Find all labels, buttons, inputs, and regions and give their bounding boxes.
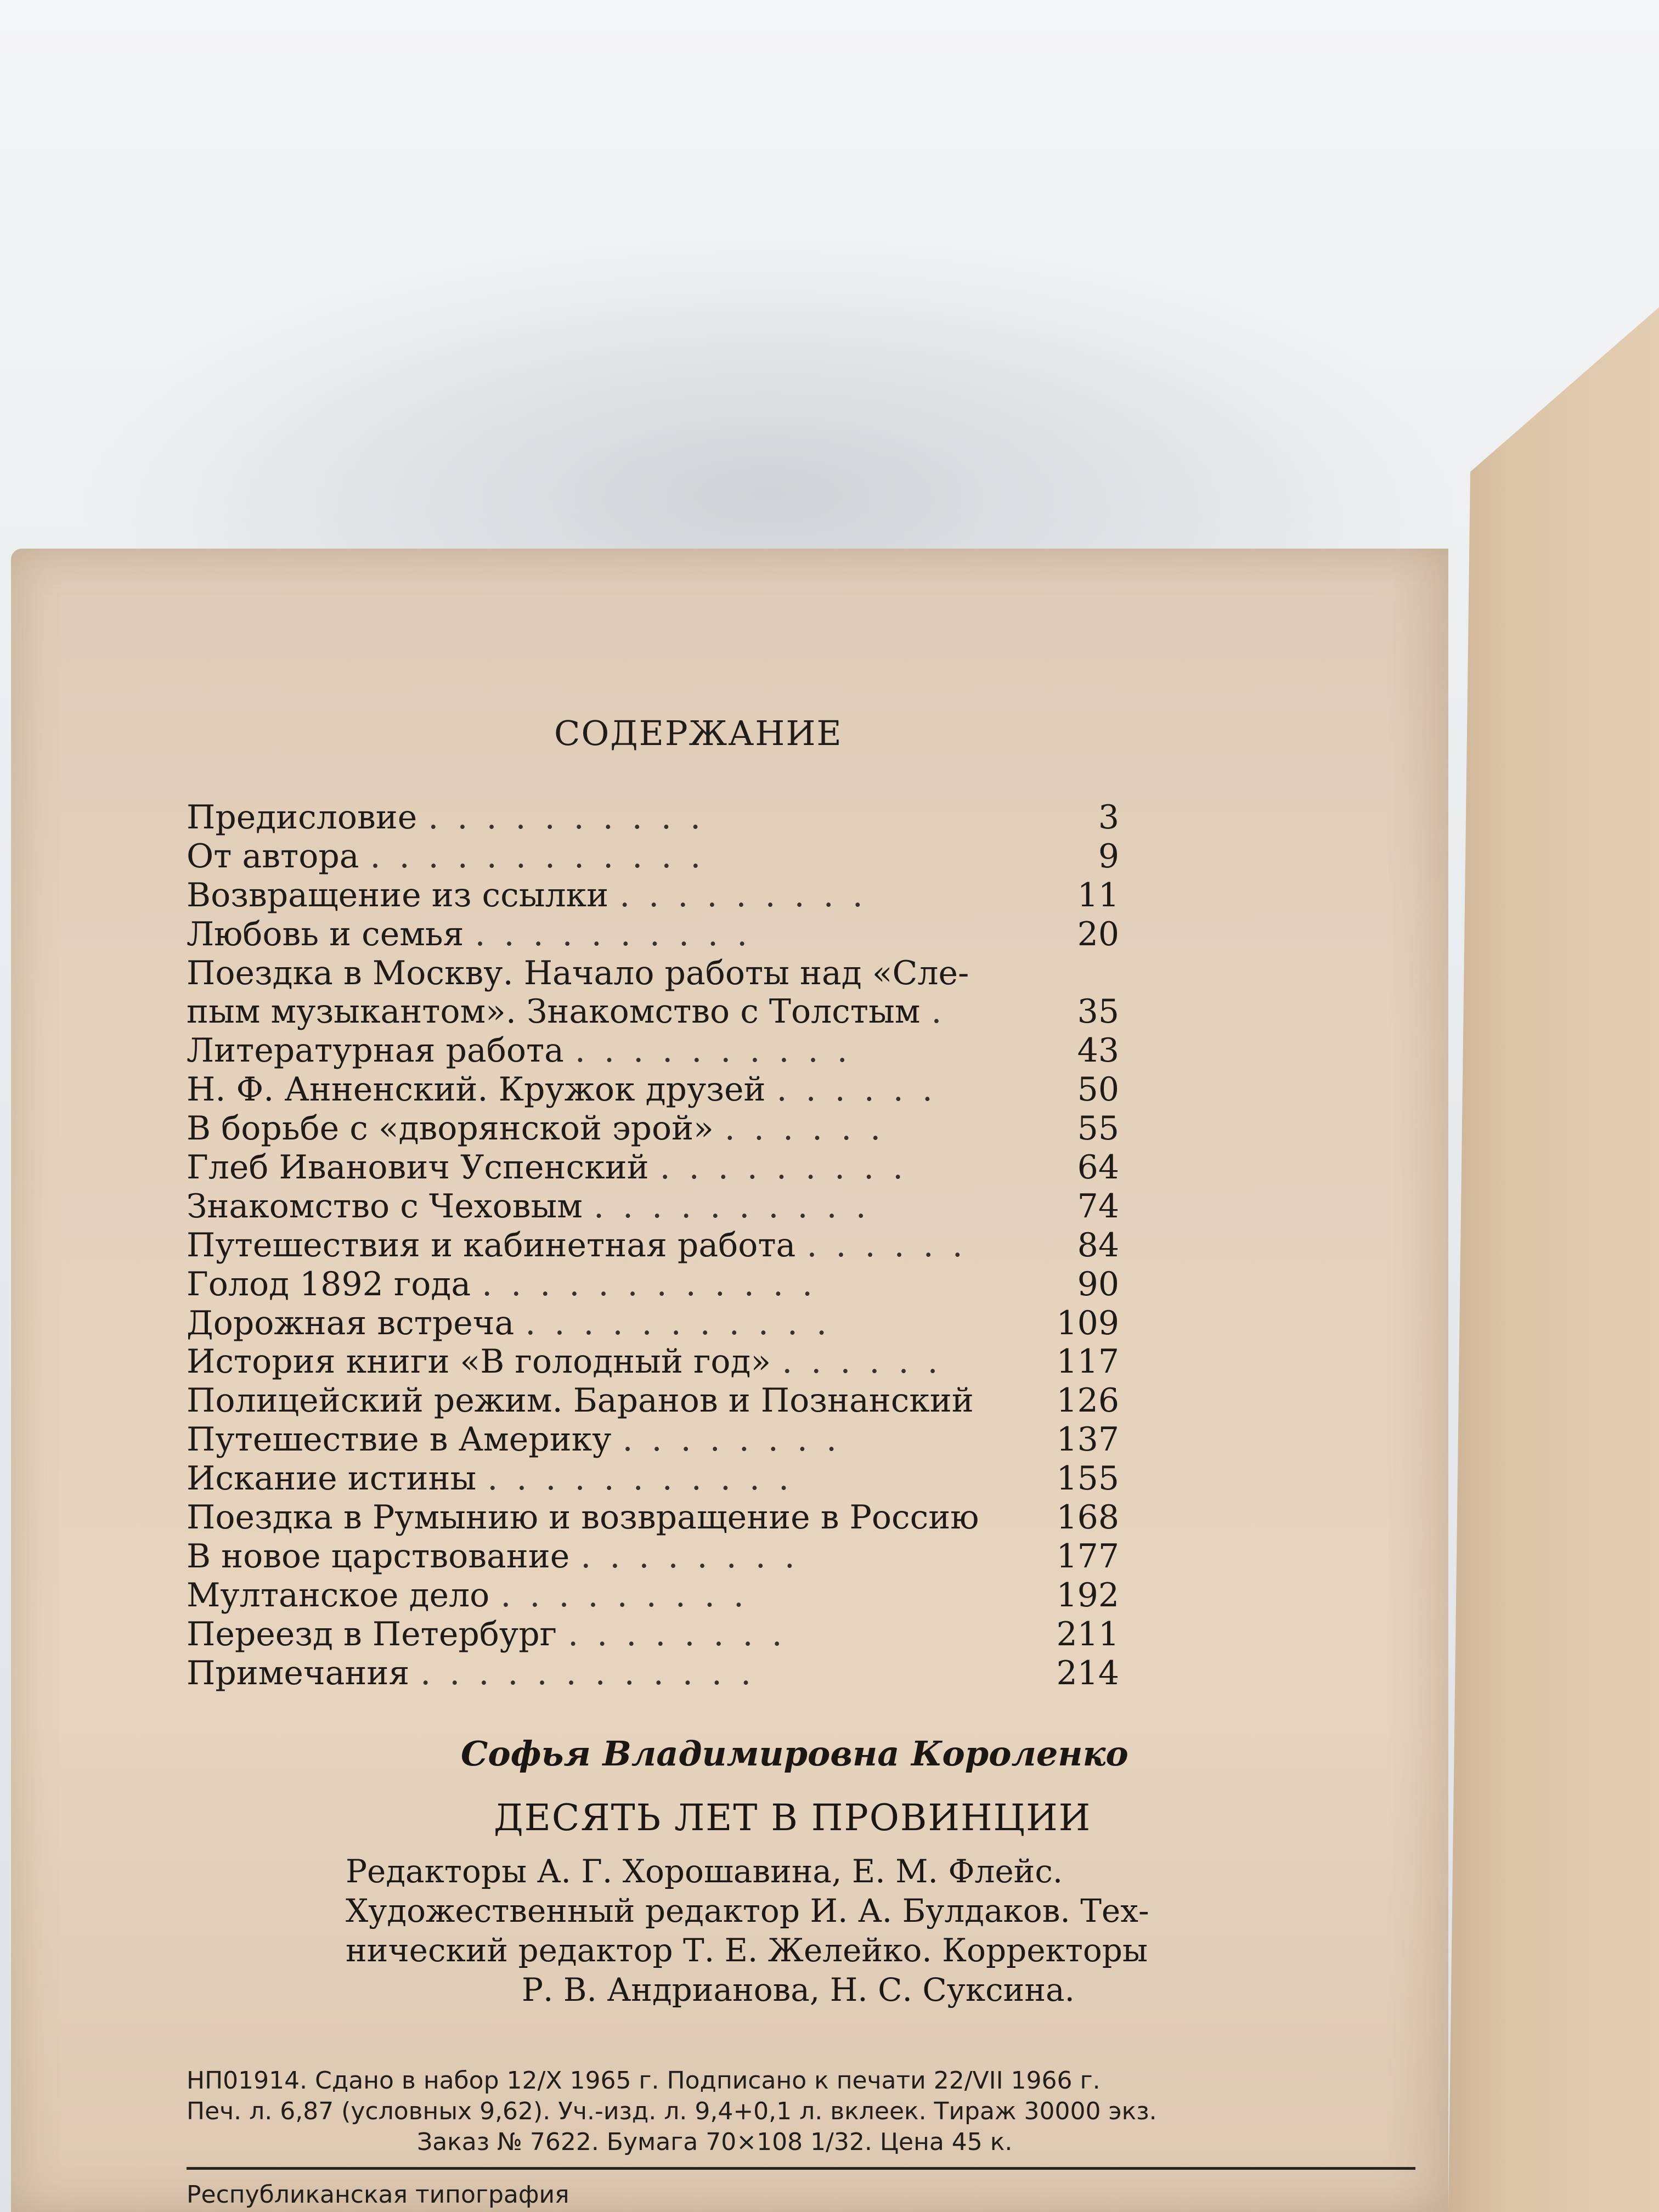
credits-line: нический редактор Т. Е. Желейко. Корректоры: [346, 1932, 1148, 1969]
book-author: Софья Владимировна Короленко: [461, 1734, 1128, 1774]
contents-heading: СОДЕРЖАНИЕ: [554, 713, 843, 753]
toc-entry: История книги «В голодный год» ...... 117: [187, 1342, 1119, 1381]
toc-entry: Возвращение из ссылки ......... 11: [187, 876, 1119, 915]
toc-entry: Н. Ф. Анненский. Кружок друзей ...... 50: [187, 1070, 1119, 1109]
editorial-credits: [346, 1852, 1251, 2010]
book-title: ДЕСЯТЬ ЛЕТ В ПРОВИНЦИИ: [494, 1797, 1092, 1839]
table-of-contents: [187, 798, 1119, 1692]
toc-entry: Примечания ............ 214: [187, 1654, 1119, 1692]
toc-entry: В борьбе с «дворянской эрой» ...... 55: [187, 1109, 1119, 1148]
toc-entry: Поездка в Румынию и возвращение в Россию 168: [187, 1498, 1119, 1537]
imprint-line: Заказ № 7622. Бумага 70×108 1/32. Цена 45 к.: [417, 2128, 1013, 2156]
toc-entry: Мултанское дело ......... 192: [187, 1576, 1119, 1615]
credits-line: Редакторы А. Г. Хорошавина, Е. М. Флейс.: [346, 1853, 1063, 1890]
imprint-line: НП01914. Сдано в набор 12/X 1965 г. Подписано к печати 22/VII 1966 г.: [187, 2067, 1101, 2095]
toc-entry: В новое царствование ........ 177: [187, 1537, 1119, 1576]
publication-imprint: [187, 2066, 1415, 2158]
toc-entry: Полицейский режим. Баранов и Познанский 126: [187, 1381, 1119, 1420]
toc-entry: Литературная работа .......... 43: [187, 1031, 1119, 1070]
toc-entry: От автора ............ 9: [187, 837, 1119, 876]
toc-entry: Путешествия и кабинетная работа ...... 84: [187, 1226, 1119, 1265]
toc-entry: Знакомство с Чеховым .......... 74: [187, 1187, 1119, 1226]
toc-entry: пым музыкантом». Знакомство с Толстым . 35: [187, 992, 1119, 1031]
camera-shadow: [0, 0, 1659, 603]
credits-line: Художественный редактор И. А. Булдаков. Тех-: [346, 1892, 1149, 1929]
credits-line: Р. В. Андрианова, Н. С. Суксина.: [521, 1971, 1075, 2008]
toc-entry: Любовь и семья .......... 20: [187, 915, 1119, 953]
toc-entry: Искание истины ........... 155: [187, 1459, 1119, 1498]
toc-entry: Путешествие в Америку ........ 137: [187, 1420, 1119, 1459]
imprint-printer: Республиканская типография: [187, 2181, 569, 2209]
toc-entry: Голод 1892 года ............ 90: [187, 1265, 1119, 1304]
imprint-divider: [187, 2167, 1415, 2170]
toc-entry: Переезд в Петербург ........ 211: [187, 1615, 1119, 1654]
toc-entry: Дорожная встреча ........... 109: [187, 1304, 1119, 1342]
imprint-line: Печ. л. 6,87 (условных 9,62). Уч.-изд. л. 9,4+0,1 л. вклеек. Тираж 30000 экз.: [187, 2097, 1157, 2125]
toc-entry: Глеб Иванович Успенский ......... 64: [187, 1148, 1119, 1187]
toc-entry: Предисловие .......... 3: [187, 798, 1119, 837]
toc-entry: Поездка в Москву. Начало работы над «Сле-: [187, 953, 969, 992]
